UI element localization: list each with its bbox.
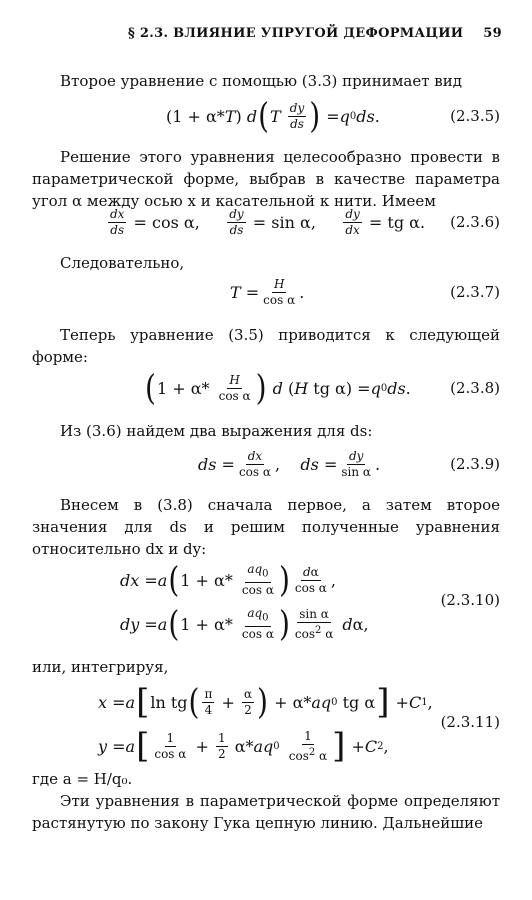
equation-2-3-7 [32,272,500,312]
equation-number: (2.3.6) [450,213,500,231]
paragraph-6: Внесем в (3.8) сначала первое, а затем второе значения для ds и решим полученные уравнения относительно dx и dy: [32,496,500,558]
equation-number: (2.3.5) [450,107,500,125]
equation-body: ds = $\frac{dx}{\text{cos α}}$ , ds = $\frac{dy}{\text{sin α}}$ . [198,448,381,479]
equation-body: $\frac{dx}{ds}$ = cos α, $\frac{dy}{ds}$ = sin α, $\frac{dy}{dx}$ = tg α. [110,206,426,237]
equation-number: (2.3.7) [450,283,500,301]
section-title: § 2.3. ВЛИЯНИЕ УПРУГОЙ ДЕФОРМАЦИИ [128,26,464,41]
equation-2-3-8 [32,368,500,408]
running-header [0,26,532,46]
equation-body: ( 1 + α* $\frac{H}{\text{cos α}}$ ) d ( H tg α) = q 0 ds . [145,366,411,408]
paragraph-8: где a = H/q₀. [32,770,133,788]
equation-body: T = $\frac{H}{\text{cos α}}$ . [230,276,305,307]
equation-y: y = a [ $\frac{1}{\text{cos α}}$ + $\frac{1}{2}$ α* aq 0 $\frac{1}{\cos^2 \alpha}$ ] + C 2 , [98,726,389,766]
equation-number: (2.3.10) [440,591,500,609]
equation-dx: dx = a ( 1 + α* $\frac{aq_0}{\text{cos α}}$ ) $\frac{d\alpha}{\text{cos α}}$ , [120,558,336,600]
page-number: 59 [483,26,502,41]
equation-2-3-9 [32,444,500,484]
equation-number: (2.3.9) [450,455,500,473]
equation-system-2-3-10 [32,560,500,650]
paragraph-1: Второе уравнение с помощью (3.3) принимает вид [60,72,462,90]
equation-x: x = a [ ln tg ( $\frac{\pi}{4}$ + $\frac{\alpha}{2}$ ) + α* aq 0 tg α ] + C 1 , [98,680,433,722]
paragraph-3: Следовательно, [60,254,185,272]
paragraph-4: Теперь уравнение (3.5) приводится к следующей форме: [32,326,500,366]
equation-dy: dy = a ( 1 + α* $\frac{aq_0}{\text{cos α}}$ ) $\frac{\text{sin α}}{\cos^2 \alpha}$ d α, [120,602,369,644]
equation-2-3-5 [32,96,500,136]
equation-2-3-6 [32,202,500,242]
equation-system-2-3-11 [32,682,500,768]
paragraph-5: Из (3.6) найдем два выражения для ds: [60,422,373,440]
paragraph-7: или, интегрируя, [32,658,169,676]
paragraph-9: Эти уравнения в параметрической форме определяют растянутую по закону Гука цепную линию. Дальнейшие [32,792,500,832]
equation-number: (2.3.11) [440,713,500,731]
equation-number: (2.3.8) [450,379,500,397]
equation-body: (1 + α* T ) d ( T $\frac{dy}{ds}$ ) = q 0 ds . [166,94,380,136]
paragraph-2: Решение этого уравнения целесообразно провести в параметрической форме, выбрав в качестве параметра угол α между осью x и касательной к нити. Имеем [32,148,500,210]
